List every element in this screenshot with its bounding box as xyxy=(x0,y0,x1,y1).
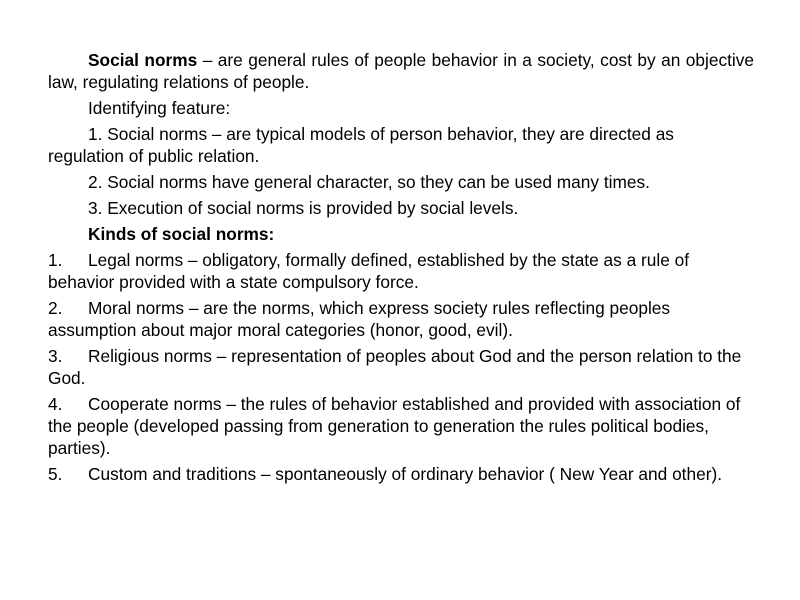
identifying-heading: Identifying feature: xyxy=(88,98,231,118)
feature-item-3: 3. Execution of social norms is provided by social levels. xyxy=(88,198,519,218)
kind-text: Legal norms – obligatory, formally defined, established by the state as a rule of behavior provided with a state compulsory force. xyxy=(48,250,690,292)
definition-paragraph xyxy=(48,49,754,93)
kind-number: 5. xyxy=(48,464,63,484)
kind-item-4 xyxy=(48,393,754,459)
feature-item-1: 1. Social norms – are typical models of person behavior, they are directed as regulation of public relation. xyxy=(48,124,674,166)
kind-text: Cooperate norms – the rules of behavior established and provided with association of the people (developed passing from generation to generation the rules political bodies, parties). xyxy=(48,394,741,458)
kind-item-5 xyxy=(48,463,754,485)
kind-number: 2. xyxy=(48,298,63,318)
kind-text: Religious norms – representation of peoples about God and the person relation to the God. xyxy=(48,346,742,388)
definition-text: – are general rules of people behavior in a society, cost by an objective law, regulating relations of people. xyxy=(48,50,755,92)
kind-number: 3. xyxy=(48,346,63,366)
kind-item-1 xyxy=(48,249,754,293)
kinds-heading: Kinds of social norms: xyxy=(88,224,275,244)
slide-content xyxy=(48,49,754,489)
kind-text: Custom and traditions – spontaneously of ordinary behavior ( New Year and other). xyxy=(88,464,723,484)
kind-number: 4. xyxy=(48,394,63,414)
kind-item-3 xyxy=(48,345,754,389)
kind-item-2 xyxy=(48,297,754,341)
kind-number: 1. xyxy=(48,250,63,270)
feature-item-2: 2. Social norms have general character, so they can be used many times. xyxy=(88,172,650,192)
definition-term: Social norms xyxy=(88,50,198,70)
kind-text: Moral norms – are the norms, which express society rules reflecting peoples assumption about major moral categories (honor, good, evil). xyxy=(48,298,671,340)
